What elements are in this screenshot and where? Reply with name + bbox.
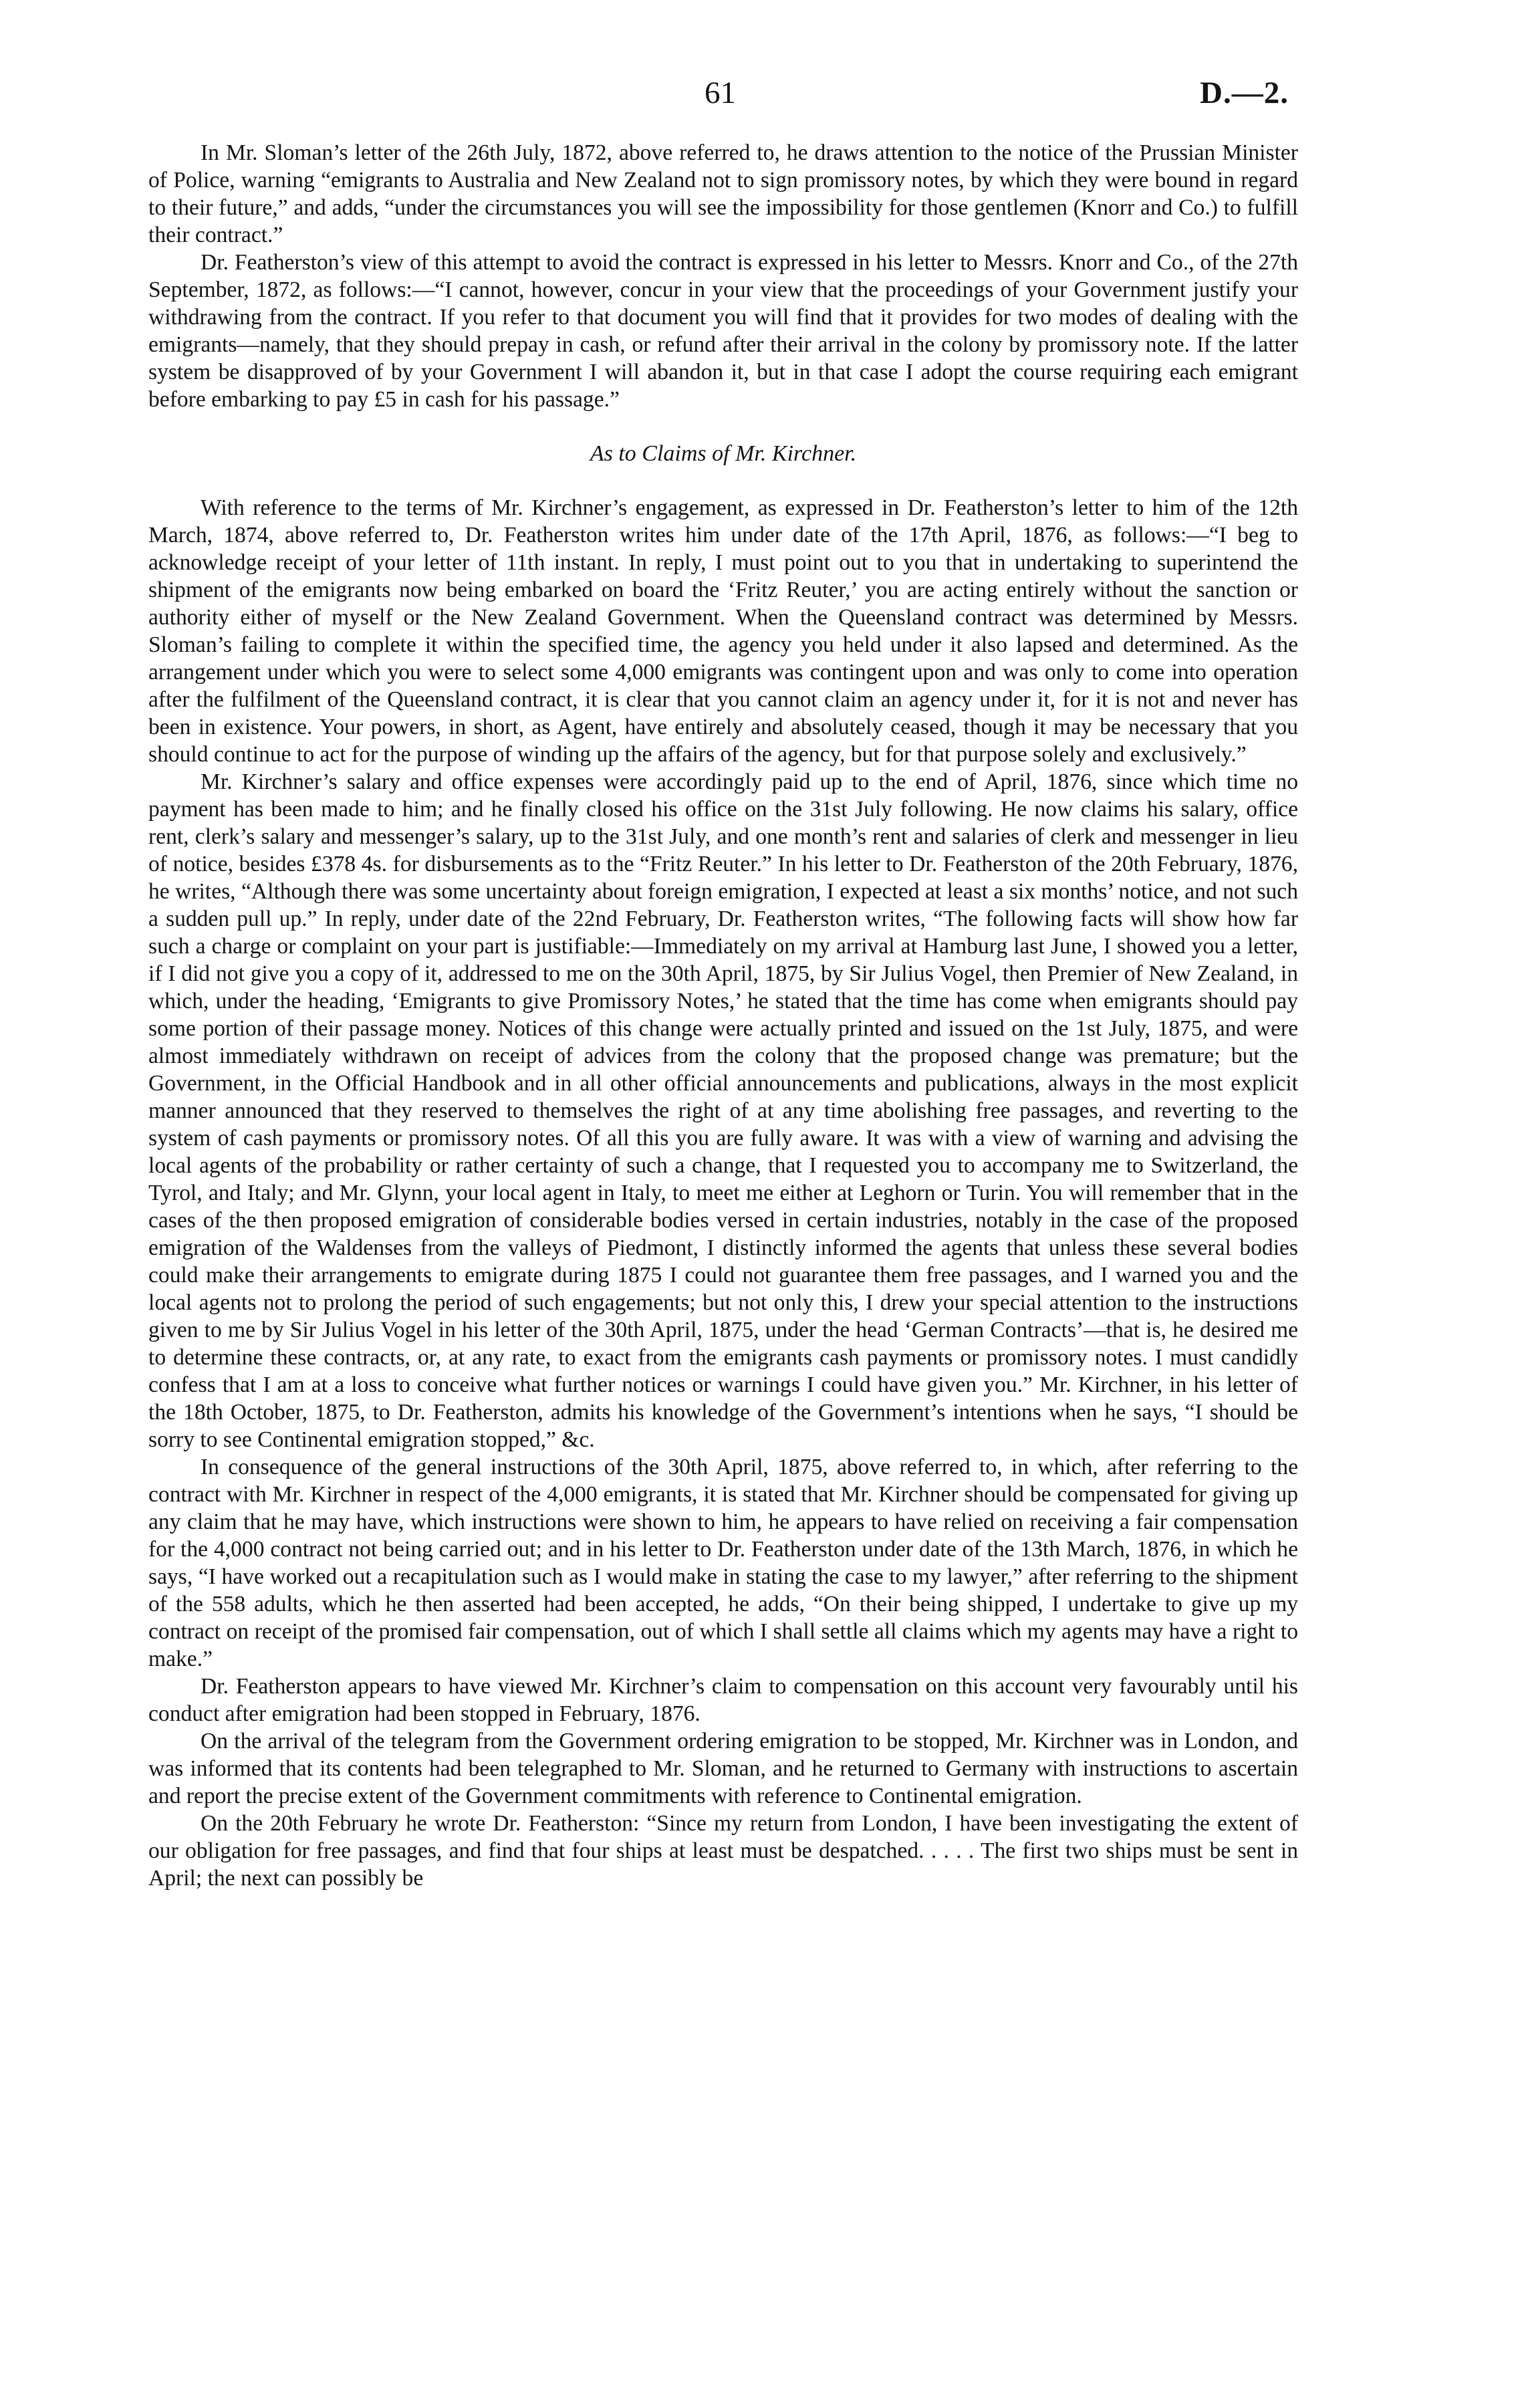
paragraph: Mr. Kirchner’s salary and office expenses were accordingly paid up to the end of April, 1876, since which time no payment has been made to him; and he finally closed his office on the 31st July following. He now claims his salary, office rent, clerk’s salary and messenger’s salary, up to the 31st July, and one month’s rent and salaries of clerk and messenger in lieu of notice, besides £378 4s. for disbursements as to the “Fritz Reuter.” In his letter to Dr. Featherston of the 20th February, 1876, he writes, “Although there was some uncertainty about foreign emigration, I expected at least a six months’ notice, and not such a sudden pull up.” In reply, under date of the 22nd February, Dr. Featherston writes, “The following facts will show how far such a charge or complaint on your part is justifiable:—Immediately on my arrival at Hamburg last June, I showed you a letter, if I did not give you a copy of it, addressed to me on the 30th April, 1875, by Sir Julius Vogel, then Premier of New Zealand, in which, under the heading, ‘Emigrants to give Promissory Notes,’ he stated that the time has come when emigrants should pay some portion of their passage money. Notices of this change were actually printed and issued on the 1st July, 1875, and were almost immediately withdrawn on receipt of advices from the colony that the proposed change was premature; but the Government, in the Official Handbook and in all other official announcements and publications, always in the most explicit manner announced that they reserved to themselves the right of at any time abolishing free passages, and reverting to the system of cash payments or promissory notes. Of all this you are fully aware. It was with a view of warning and advising the local agents of the probability or rather certainty of such a change, that I requested you to accompany me to Switzerland, the Tyrol, and Italy; and Mr. Glynn, your local agent in Italy, to meet me either at Leghorn or Turin. You will remember that in the cases of the then proposed emigration of considerable bodies versed in certain industries, notably in the case of the proposed emigration of the Waldenses from the valleys of Piedmont, I distinctly informed the agents that unless these several bodies could make their arrangements to emigrate during 1875 I could not guarantee them free passages, and I warned you and the local agents not to prolong the period of such engagements; but not only this, I drew your special attention to the instructions given to me by Sir Julius Vogel in his letter of the 30th April, 1875, under the head ‘German Contracts’—that is, he desired me to determine these contracts, or, at any rate, to exact from the emigrants cash payments or promissory notes. I must candidly confess that I am at a loss to conceive what further notices or warnings I could have given you.” Mr. Kirchner, in his letter of the 18th October, 1875, to Dr. Featherston, admits his knowledge of the Government’s intentions when he says, “I should be sorry to see Continental emigration stopped,” &c. (148, 769, 1298, 1452)
paragraph: Dr. Featherston’s view of this attempt to avoid the contract is expressed in his letter to Messrs. Knorr and Co., of the 27th September, 1872, as follows:—“I cannot, however, concur in your view that the proceedings of your Government justify your withdrawing from the contract. If you refer to that document you will find that it provides for two modes of dealing with the emigrants—namely, that they should prepay in cash, or refund after their arrival in the colony by promissory note. If the latter system be disapproved of by your Government I will abandon it, but in that case I adopt the course requiring each emigrant before embarking to pay £5 in cash for his passage.” (148, 250, 1298, 412)
paragraph: With reference to the terms of Mr. Kirchner’s engagement, as expressed in Dr. Featherston’s letter to him of the 12th March, 1874, above referred to, Dr. Featherston writes him under date of the 17th April, 1876, as follows:—“I beg to acknowledge receipt of your letter of 11th instant. In reply, I must point out to you that in undertaking to superintend the shipment of the emigrants now being embarked on board the ‘Fritz Reuter,’ you are acting entirely without the sanction or authority either of myself or the New Zealand Government. When the Queensland contract was determined by Messrs. Sloman’s failing to complete it within the specified time, the agency you held under it also lapsed and determined. As the arrangement under which you were to select some 4,000 emigrants was contingent upon and was only to come into operation after the fulfilment of the Queensland contract, it is clear that you cannot claim an agency under it, for it is not and never has been in existence. Your powers, in short, as Agent, have entirely and absolutely ceased, though it may be necessary that you should continue to act for the purpose of winding up the affairs of the agency, but for that purpose solely and exclusively.” (148, 495, 1298, 767)
document-reference: D.—2. (1200, 76, 1289, 110)
section-heading: As to Claims of Mr. Kirchner. (590, 441, 857, 466)
page-header (0, 75, 1516, 115)
document-body (148, 139, 1298, 1892)
paragraph: On the 20th February he wrote Dr. Featherston: “Since my return from London, I have been investigating the extent of our obligation for free passages, and find that four ships at least must be despatched. . . . . The first two ships must be sent in April; the next can possibly be (148, 1811, 1298, 1891)
paragraph: Dr. Featherston appears to have viewed Mr. Kirchner’s claim to compensation on this account very favourably until his conduct after emigration had been stopped in February, 1876. (148, 1674, 1298, 1726)
paragraph: On the arrival of the telegram from the Government ordering emigration to be stopped, Mr. Kirchner was in London, and was informed that its contents had been telegraphed to Mr. Sloman, and he returned to Germany with instructions to ascertain and report the precise extent of the Government commitments with reference to Continental emigration. (148, 1729, 1298, 1808)
paragraph: In Mr. Sloman’s letter of the 26th July, 1872, above referred to, he draws attention to the notice of the Prussian Minister of Police, warning “emigrants to Australia and New Zealand not to sign promissory notes, by which they were bound in regard to their future,” and adds, “under the circumstances you will see the impossibility for those gentlemen (Knorr and Co.) to fulfill their contract.” (148, 140, 1298, 247)
page-number: 61 (705, 76, 736, 110)
paragraph: In consequence of the general instructions of the 30th April, 1875, above referred to, in which, after referring to the contract with Mr. Kirchner in respect of the 4,000 emigrants, it is stated that Mr. Kirchner should be compensated for giving up any claim that he may have, which instructions were shown to him, he appears to have relied on receiving a fair compensation for the 4,000 contract not being carried out; and in his letter to Dr. Featherston under date of the 13th March, 1876, in which he says, “I have worked out a recapitulation such as I would make in stating the case to my lawyer,” after referring to the shipment of the 558 adults, which he then asserted had been accepted, he adds, “On their being shipped, I undertake to give up my contract on receipt of the promised fair compensation, out of which I shall settle all claims which my agents may have a right to make.” (148, 1455, 1298, 1671)
